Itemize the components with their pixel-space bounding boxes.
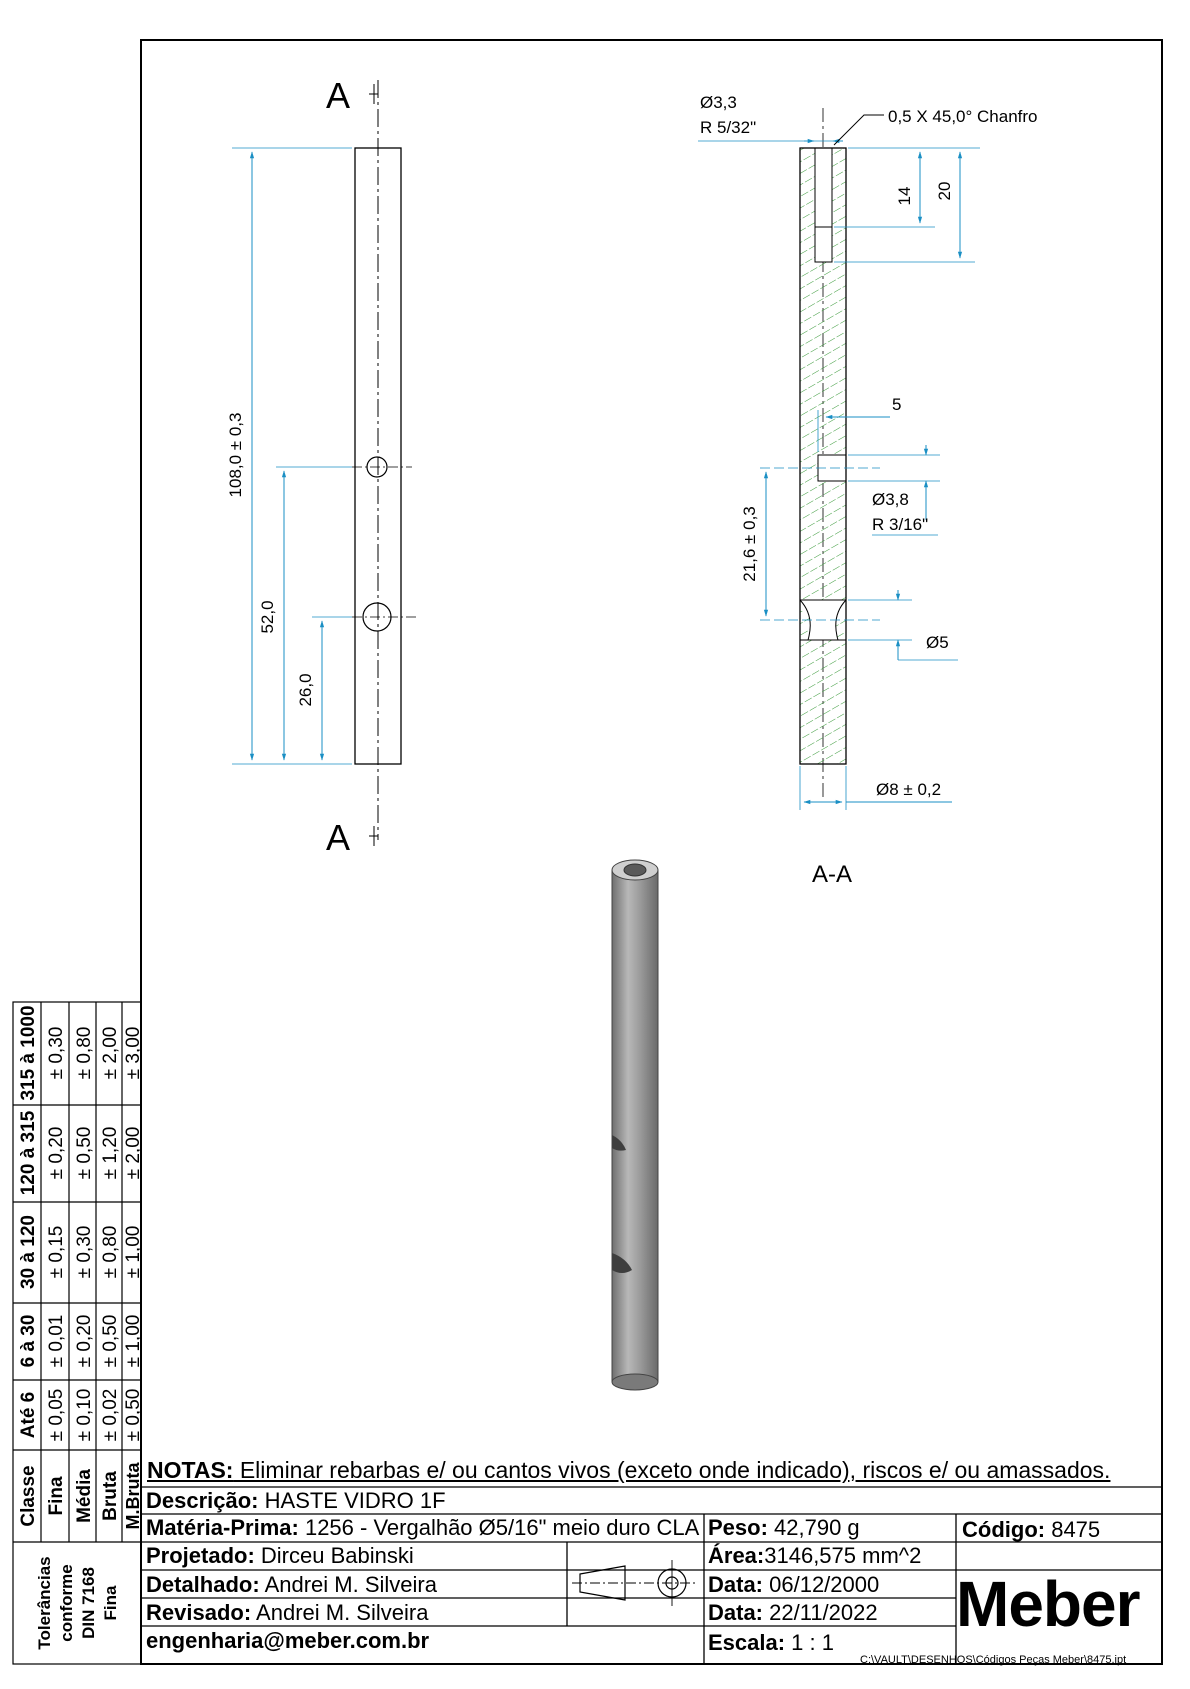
class-fina: Fina bbox=[46, 1476, 67, 1516]
top-hole-radius: R 5/32" bbox=[700, 118, 757, 137]
materia-value: 1256 - Vergalhão Ø5/16" meio duro CLA bbox=[298, 1515, 700, 1540]
projetado-label: Projetado: bbox=[146, 1543, 255, 1568]
tol-media-6: ± 0,20 bbox=[74, 1314, 95, 1368]
notes-text: Eliminar rebarbas e/ ou cantos vivos (exceto onde indicado), riscos e/ ou amassados. bbox=[233, 1457, 1111, 1483]
range-ate-6: Até 6 bbox=[18, 1391, 39, 1439]
area-field bbox=[708, 1544, 921, 1568]
area-label: Área: bbox=[708, 1543, 765, 1568]
range-6-30: 6 à 30 bbox=[18, 1314, 39, 1368]
tol-fina-6: ± 0,01 bbox=[46, 1314, 67, 1368]
overall-length-label: 108,0 ± 0,3 bbox=[226, 412, 245, 498]
projection-symbol bbox=[572, 1560, 695, 1606]
rod-diameter-label: Ø8 ± 0,2 bbox=[876, 780, 942, 799]
chamfer-note: 0,5 X 45,0° Chanfro bbox=[888, 107, 1038, 126]
tol-mbruta-30: ± 1,00 bbox=[123, 1225, 144, 1279]
cross-hole-depth-label: 5 bbox=[892, 395, 902, 414]
data-revisao-field bbox=[708, 1601, 878, 1625]
data2-label: Data: bbox=[708, 1600, 764, 1625]
hole2-position-label: 52,0 bbox=[258, 600, 277, 634]
materia-label: Matéria-Prima: bbox=[146, 1515, 299, 1540]
depth-20-label: 20 bbox=[935, 181, 954, 201]
codigo-label: Código: bbox=[962, 1517, 1046, 1542]
front-view bbox=[226, 75, 418, 858]
materia-field bbox=[146, 1516, 699, 1540]
depth-14-label: 14 bbox=[895, 186, 914, 206]
tol-footer-1: Tolerâncias bbox=[35, 1556, 54, 1650]
email: engenharia@meber.com.br bbox=[146, 1628, 430, 1653]
groove-diameter-label: Ø5 bbox=[926, 633, 949, 652]
isometric-view bbox=[612, 860, 658, 1390]
tol-bruta-0: ± 0,02 bbox=[100, 1388, 121, 1442]
top-hole-diameter: Ø3,3 bbox=[700, 93, 737, 112]
tol-mbruta-0: ± 0,50 bbox=[123, 1388, 144, 1442]
tol-fina-315: ± 0,30 bbox=[46, 1026, 67, 1080]
tol-footer-3: DIN 7168 bbox=[79, 1567, 98, 1639]
hole1-position-label: 26,0 bbox=[296, 673, 315, 707]
tol-bruta-315: ± 2,00 bbox=[100, 1026, 121, 1080]
tol-bruta-120: ± 1,20 bbox=[100, 1126, 121, 1180]
area-value: 3146,575 mm^2 bbox=[764, 1543, 922, 1568]
escala-label: Escala: bbox=[708, 1630, 786, 1655]
hole-spacing-label: 21,6 ± 0,3 bbox=[740, 506, 759, 582]
peso-field bbox=[708, 1516, 864, 1540]
tol-mbruta-315: ± 3,00 bbox=[123, 1026, 144, 1080]
projetado-value: Dirceu Babinski bbox=[254, 1543, 414, 1568]
tol-media-315: ± 0,80 bbox=[74, 1026, 95, 1080]
tol-mbruta-6: ± 1,00 bbox=[123, 1314, 144, 1368]
descricao-value: HASTE VIDRO 1F bbox=[258, 1488, 446, 1513]
descricao-field bbox=[146, 1489, 446, 1513]
tol-fina-0: ± 0,05 bbox=[46, 1388, 67, 1442]
range-30-120: 30 à 120 bbox=[18, 1215, 39, 1289]
peso-label: Peso: bbox=[708, 1515, 768, 1540]
company-logo: Meber bbox=[956, 1568, 1140, 1640]
notes-label: NOTAS: bbox=[147, 1457, 234, 1483]
tol-media-120: ± 0,50 bbox=[74, 1126, 95, 1180]
revisado-field bbox=[146, 1601, 428, 1625]
section-title: A-A bbox=[811, 861, 853, 888]
class-header: Classe bbox=[18, 1465, 39, 1527]
projetado-field bbox=[146, 1544, 414, 1568]
tolerance-table-values bbox=[46, 1027, 144, 1442]
shaft-body bbox=[612, 870, 658, 1382]
data2-value: 22/11/2022 bbox=[763, 1600, 878, 1625]
codigo-field bbox=[962, 1518, 1100, 1542]
file-path: C:\VAULT\DESENHOS\Códigos Peças Meber\8475.ipt bbox=[860, 1654, 1127, 1666]
tol-bruta-6: ± 0,50 bbox=[100, 1314, 121, 1368]
detalhado-label: Detalhado: bbox=[146, 1572, 260, 1597]
tol-bruta-30: ± 0,80 bbox=[100, 1225, 121, 1279]
escala-field bbox=[708, 1631, 834, 1655]
section-marker-top: A bbox=[326, 75, 351, 116]
escala-value: 1 : 1 bbox=[785, 1630, 834, 1655]
drawing-border bbox=[141, 40, 1162, 1664]
codigo-value: 8475 bbox=[1045, 1517, 1101, 1542]
revisado-label: Revisado: bbox=[146, 1600, 252, 1625]
detalhado-value: Andrei M. Silveira bbox=[259, 1572, 437, 1597]
cross-hole-radius: R 3/16" bbox=[872, 515, 929, 534]
tol-media-0: ± 0,10 bbox=[74, 1388, 95, 1442]
notes-line bbox=[147, 1457, 1110, 1484]
tol-mbruta-120: ± 2,00 bbox=[123, 1126, 144, 1180]
descricao-label: Descrição: bbox=[146, 1488, 259, 1513]
tol-fina-120: ± 0,20 bbox=[46, 1126, 67, 1180]
tol-footer-2: conforme bbox=[57, 1564, 76, 1642]
detalhado-field bbox=[146, 1573, 437, 1597]
class-bruta: Bruta bbox=[100, 1471, 121, 1521]
tolerance-footer bbox=[35, 1556, 120, 1649]
class-media: Média bbox=[74, 1469, 95, 1523]
cross-hole-diameter: Ø3,8 bbox=[872, 490, 909, 509]
range-315-1000: 315 à 1000 bbox=[18, 1005, 39, 1101]
data1-label: Data: bbox=[708, 1572, 764, 1597]
section-marker-bottom: A bbox=[326, 817, 351, 858]
peso-value: 42,790 g bbox=[767, 1515, 860, 1540]
range-120-315: 120 à 315 bbox=[18, 1110, 39, 1196]
revisado-value: Andrei M. Silveira bbox=[251, 1600, 429, 1625]
tol-media-30: ± 0,30 bbox=[74, 1225, 95, 1279]
class-m-bruta: M.Bruta bbox=[123, 1462, 143, 1530]
data-criacao-field bbox=[708, 1573, 879, 1597]
data1-value: 06/12/2000 bbox=[763, 1572, 880, 1597]
section-view bbox=[698, 93, 1038, 888]
shaft-top-hole bbox=[624, 864, 646, 876]
tol-footer-4: Fina bbox=[101, 1585, 120, 1621]
tol-fina-30: ± 0,15 bbox=[46, 1225, 67, 1279]
